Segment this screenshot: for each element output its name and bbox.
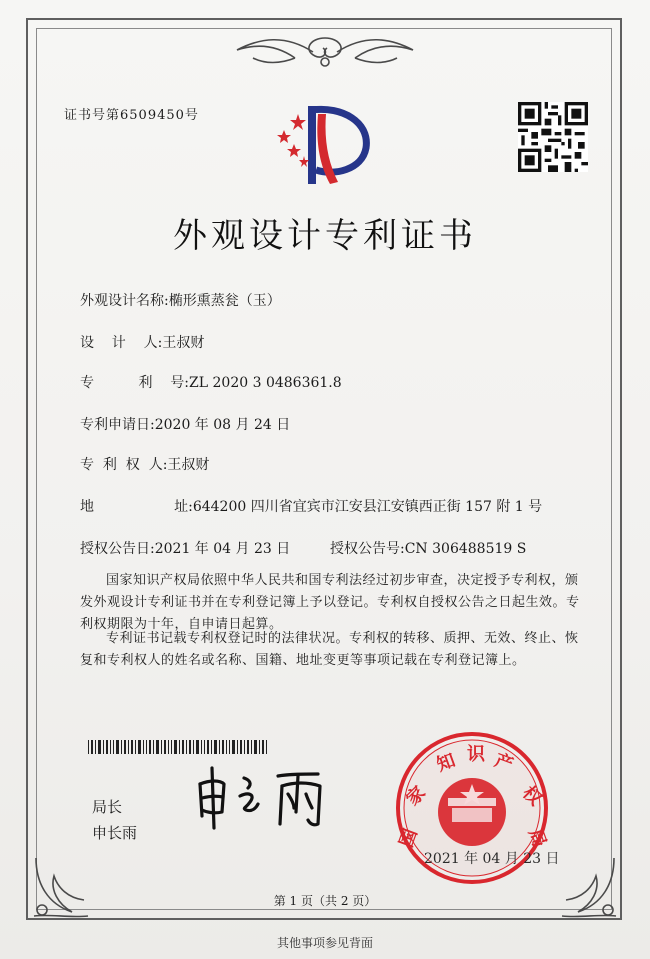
patent-number-row: [80, 372, 342, 392]
patentee-value: 王叔财: [167, 457, 210, 473]
svg-text:权: 权: [518, 782, 546, 810]
svg-text:识: 识: [467, 744, 485, 765]
document-title: 外观设计专利证书: [173, 216, 477, 256]
footer-note: 其他事项参见背面: [276, 936, 373, 950]
cnipa-logo-icon: [272, 100, 382, 190]
paragraph-grant-statement: 国家知识产权局依照中华人民共和国专利法经过初步审查，决定授予专利权，颁发外观设计专利证书并在专利登记簿上予以登记。专利权自授权公告之日起生效。专利权期限为十年，自申请日起算。: [80, 573, 580, 632]
signatory-role: 局长: [92, 798, 123, 816]
paragraph-legal-status: 专利证书记载专利权登记时的法律状况。专利权的转移、质押、无效、终止、恢复和专利权人的姓名或名称、国籍、地址变更等事项记载在专利登记簿上。: [80, 631, 579, 668]
corner-ornament-bottom-right: [552, 854, 622, 924]
address-row: [80, 496, 542, 516]
filing-date-value: 2020 年 08 月 24 日: [154, 417, 291, 433]
svg-text:家: 家: [402, 782, 430, 810]
svg-text:国: 国: [395, 826, 422, 851]
designer-row: [80, 332, 204, 352]
certificate-number: 证书号第6509450号: [64, 108, 199, 123]
address-label: 地 址:: [80, 499, 193, 515]
qr-code-icon: [518, 102, 588, 172]
corner-ornament-bottom-left: [28, 854, 98, 924]
svg-text:知: 知: [434, 749, 459, 776]
patentee-row: [80, 454, 209, 474]
grant-number-label: 授权公告号:: [330, 541, 405, 557]
patent-number-label: 专 利 号:: [80, 375, 190, 391]
grant-number-value: CN 306488519 S: [404, 541, 527, 557]
filing-date-row: [80, 414, 290, 434]
designer-value: 王叔财: [162, 335, 205, 351]
address-value: 644200 四川省宜宾市江安县江安镇西正街 157 附 1 号: [192, 499, 543, 515]
svg-text:局: 局: [524, 826, 551, 851]
grant-number-row: [330, 538, 526, 558]
barcode: [88, 740, 268, 754]
seal-date: 2021 年 04 月 23 日: [424, 851, 560, 867]
page-indicator: 第 1 页（共 2 页）: [273, 894, 377, 908]
design-name-label: 外观设计名称:: [80, 293, 169, 309]
grant-date-row: [80, 538, 290, 558]
patent-number-value: ZL 2020 3 0486361.8: [189, 375, 342, 391]
design-name-value: 椭形熏蒸瓮（玉）: [168, 293, 281, 309]
grant-date-label: 授权公告日:: [80, 541, 155, 557]
design-name-row: [80, 290, 281, 310]
signatory-name: 申长雨: [92, 824, 138, 842]
grant-date-value: 2021 年 04 月 23 日: [154, 541, 291, 557]
top-ornament: [225, 30, 425, 72]
svg-text:产: 产: [491, 749, 516, 776]
filing-date-label: 专利申请日:: [80, 417, 155, 433]
patentee-label: 专 利 权 人:: [80, 457, 168, 473]
designer-label: 设 计 人:: [80, 335, 163, 351]
signature: [190, 762, 350, 832]
